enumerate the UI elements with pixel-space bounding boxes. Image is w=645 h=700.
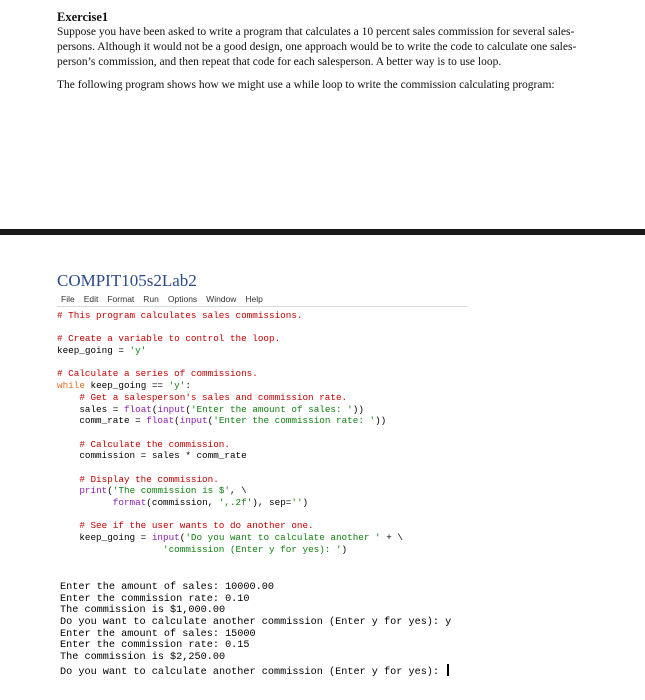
code-line-7: while keep_going == 'y': — [57, 380, 191, 392]
idle-editor-window — [57, 270, 467, 555]
menu-run[interactable]: Run — [143, 294, 159, 304]
code-editor[interactable] — [57, 310, 467, 555]
menu-bar — [57, 294, 467, 307]
code-line-12: # Calculate the commission. — [57, 438, 230, 450]
shell-line: Enter the amount of sales: 10000.00 — [60, 582, 274, 593]
exercise-paragraph-line-2: persons. Although it would not be a good design, one approach would be to write the code to calculate one sales- — [57, 41, 577, 53]
code-line-blank — [57, 427, 467, 439]
code-line-3: # Create a variable to control the loop. — [57, 333, 281, 345]
code-line-1: # This program calculates sales commissions. — [57, 310, 303, 321]
code-line-10: comm_rate = float(input('Enter the commission rate: ')) — [57, 415, 387, 427]
code-line-20: keep_going = input('Do you want to calculate another ' + \ — [57, 532, 403, 544]
code-line-blank — [57, 509, 467, 521]
menu-options[interactable]: Options — [167, 294, 198, 304]
shell-line: Enter the amount of sales: 15000 — [60, 628, 256, 640]
shell-line: The commission is $2,250.00 — [60, 652, 226, 664]
exercise-paragraph-2: The following program shows how we might use a while loop to write the commission calculating program: — [57, 79, 555, 91]
code-line-blank — [57, 357, 467, 369]
exercise-paragraph-line-1: Suppose you have been asked to write a program that calculates a 10 percent sales commission for several sales- — [57, 26, 575, 38]
screenshot-divider — [0, 229, 645, 235]
menu-file[interactable]: File — [61, 294, 75, 304]
exercise-title: Exercise1 — [57, 10, 109, 24]
code-line-9: sales = float(input('Enter the amount of sales: ')) — [57, 403, 364, 415]
shell-line: Do you want to calculate another commission (Enter y for yes): y — [60, 617, 452, 629]
code-line-6: # Calculate a series of commissions. — [57, 368, 258, 380]
code-line-blank — [57, 462, 467, 474]
exercise-document — [57, 10, 617, 105]
shell-line: Enter the commission rate: 0.10 — [60, 593, 250, 605]
code-line-21: 'commission (Enter y for yes): ') — [163, 543, 348, 555]
code-line-19: # See if the user wants to do another one. — [57, 520, 314, 532]
shell-prompt: Do you want to calculate another commission (Enter y for yes): — [60, 666, 446, 678]
code-line-17: format(commission, ',.2f'), sep='') — [112, 497, 309, 508]
code-line-8: # Get a salesperson's sales and commission rate. — [57, 391, 348, 403]
menu-window[interactable]: Window — [206, 294, 237, 304]
text-cursor — [447, 664, 449, 676]
menu-format[interactable]: Format — [107, 294, 135, 304]
window-title: COMPIT105s2Lab2 — [57, 271, 197, 290]
code-line-15: # Display the commission. — [57, 473, 219, 485]
code-line-16: print('The commission is $', \ — [79, 485, 247, 497]
shell-prompt-line — [60, 664, 630, 676]
code-line-blank — [57, 322, 467, 334]
code-line-4: keep_going = 'y' — [57, 345, 147, 357]
shell-line: Enter the commission rate: 0.15 — [60, 640, 250, 652]
exercise-paragraph-line-3: person’s commission, and then repeat that code for each salesperson. A better way is to use loop. — [57, 56, 502, 68]
menu-edit[interactable]: Edit — [83, 294, 99, 304]
shell-line: The commission is $1,000.00 — [60, 605, 226, 617]
menu-help[interactable]: Help — [245, 294, 263, 304]
code-line-13: commission = sales * comm_rate — [57, 450, 247, 462]
shell-output[interactable] — [60, 582, 630, 676]
